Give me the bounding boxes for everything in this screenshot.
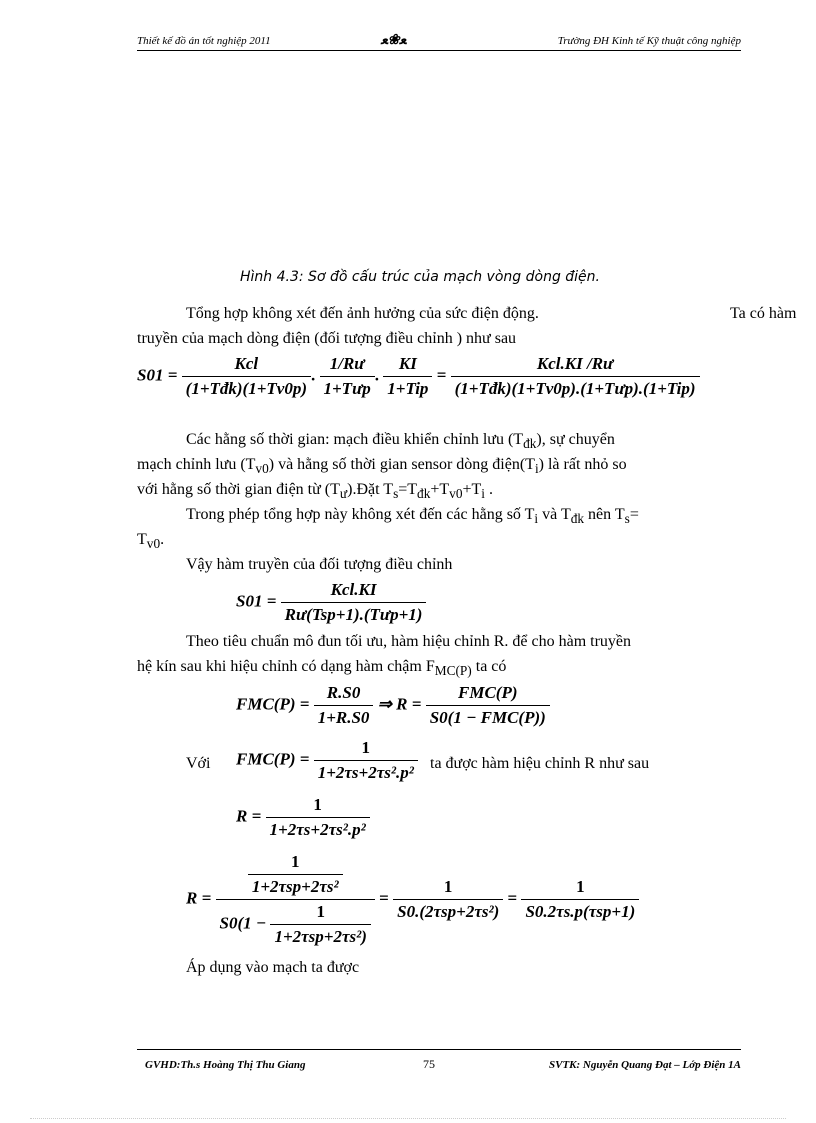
page-edge-divider <box>30 1118 786 1119</box>
paragraph-5-line-2: hệ kín sau khi hiệu chỉnh có dạng hàm chậm $F_{MC(P)}$ ta có <box>137 658 507 679</box>
equation-fmc-value: FMC(P) = $\frac{1}{\text{1+2τs+2τs².p²}}$ <box>236 738 418 783</box>
fraction: $\frac{\text{Kcl}}{\text{(1+Tđk)(1+Tv0p)}}$ <box>182 354 311 399</box>
fraction: $\frac{1/Rư}{\text{1+Tưp}}$ <box>320 354 375 399</box>
fraction: $\frac{R.S0}{1+R.S0}$ <box>314 683 374 728</box>
eq-lhs: S01 = <box>137 365 178 385</box>
page-header <box>137 32 741 52</box>
fraction: $\frac{\text{Kcl.KI /Rư}}{\text{(1+Tđk)(1+Tv0p).(1+Tưp).(1+Tip)}}$ <box>451 354 700 399</box>
fraction: $\frac{\text{Kcl.KI}}{\text{Rư(Tsp+1).(Tưp+1)}}$ <box>281 580 427 625</box>
paragraph-2-line-3: với hằng số thời gian điện từ $(T_ư).Đặt$ $T_s=T_{đk}+T_{v0}+T_i$ . <box>137 481 493 502</box>
paragraph-2-line-1: Các hằng số thời gian: mạch điều khiển chỉnh lưu $(T_{đk})$, sự chuyển <box>186 431 615 452</box>
paragraph-3-line-2: $T_{v0}$. <box>137 531 165 552</box>
paragraph-1-line-1-end: Ta có hàm <box>730 305 797 322</box>
paragraph-4: Vậy hàm truyền của đối tượng điều chỉnh <box>186 556 453 573</box>
paragraph-6-label: Với <box>186 755 211 772</box>
equation-fmc: FMC(P) = $\frac{R.S0}{1+R.S0}$ ⇒ R = $\frac{\text{FMC(P)}}{\text{S0(1 − FMC(P))}}$ <box>236 683 550 728</box>
compound-fraction: $\frac{1}{\text{1+2τsp+2τs²}}$ S0(1 − $\frac{1}{\text{1+2τsp+2τs²)}}$ <box>216 852 375 947</box>
fraction: $\frac{KI}{\text{1+Tip}}$ <box>383 354 432 399</box>
header-rule <box>137 50 741 51</box>
footer-rule <box>137 1049 741 1050</box>
equation-r1: R = $\frac{1}{\text{1+2τs+2τs².p²}}$ <box>236 795 370 840</box>
paragraph-5-line-1: Theo tiêu chuẩn mô đun tối ưu, hàm hiệu chỉnh R. để cho hàm truyền <box>186 633 632 650</box>
paragraph-1-line-1: Tổng hợp không xét đến ảnh hưởng của sức điện động. <box>186 305 539 322</box>
footer-right: SVTK: Nguyễn Quang Đạt – Lớp Điện 1A <box>548 1059 741 1071</box>
figure-caption: Hình 4.3: Sơ đồ cấu trúc của mạch vòng dòng điện. <box>240 269 600 285</box>
equation-r2: R = $\frac{1}{\text{1+2τsp+2τs²}}$ S0(1 − $\frac{1}{\text{1+2τsp+2τs²)}}$ = $\frac{1}{\text{S0.(2τsp+2τs²)}}$ = $\frac{1}{\text{S0.2τs.p(τsp+1)}}$ <box>186 852 639 947</box>
equation-s01-simplified: S01 = $\frac{\text{Kcl.KI}}{\text{Rư(Tsp+1).(Tưp+1)}}$ <box>236 580 426 625</box>
paragraph-1-line-2: truyền của mạch dòng điện (đối tượng điều chỉnh ) như sau <box>137 330 517 347</box>
fraction: $\frac{1}{\text{S0.2τs.p(τsp+1)}}$ <box>521 877 639 922</box>
equation-s01: S01 = $\frac{\text{Kcl}}{\text{(1+Tđk)(1+Tv0p)}}$ . $\frac{1/Rư}{\text{1+Tưp}}$ . $\frac{KI}{\text{1+Tip}}$ = $\frac{\text{Kcl.KI /Rư}}{\text{(1+Tđk)(1+Tv0p).(1+Tưp).(1+Tip)}}$ <box>137 354 700 399</box>
fraction: $\frac{1}{\text{1+2τs+2τs².p²}}$ <box>314 738 418 783</box>
header-right: Trường ĐH Kinh tế Kỹ thuật công nghiệp <box>557 35 741 47</box>
paragraph-2-line-2: mạch chỉnh lưu $(T_{v0})$ và hằng số thời gian sensor dòng $điện(T_i)$ là rất nhỏ so <box>137 456 627 477</box>
header-left: Thiết kế đồ án tốt nghiệp 2011 <box>137 35 271 47</box>
fraction: $\frac{1}{\text{1+2τs+2τs².p²}}$ <box>266 795 370 840</box>
fraction: $\frac{\text{FMC(P)}}{\text{S0(1 − FMC(P))}}$ <box>426 683 550 728</box>
header-ornament: ﻌ❀ﻌ <box>381 33 407 48</box>
paragraph-7: Áp dụng vào mạch ta được <box>186 959 360 976</box>
page-number: 75 <box>423 1057 435 1071</box>
footer-left: GVHD:Th.s Hoàng Thị Thu Giang <box>145 1059 306 1071</box>
page-footer <box>137 1049 741 1079</box>
fraction: $\frac{1}{\text{S0.(2τsp+2τs²)}}$ <box>393 877 503 922</box>
paragraph-6-text: ta được hàm hiệu chỉnh R như sau <box>430 755 650 772</box>
paragraph-3-line-1: Trong phép tổng hợp này không xét đến các hằng số $T_i$ và $T_{đk}$ nên $T_s=$ <box>186 506 639 527</box>
